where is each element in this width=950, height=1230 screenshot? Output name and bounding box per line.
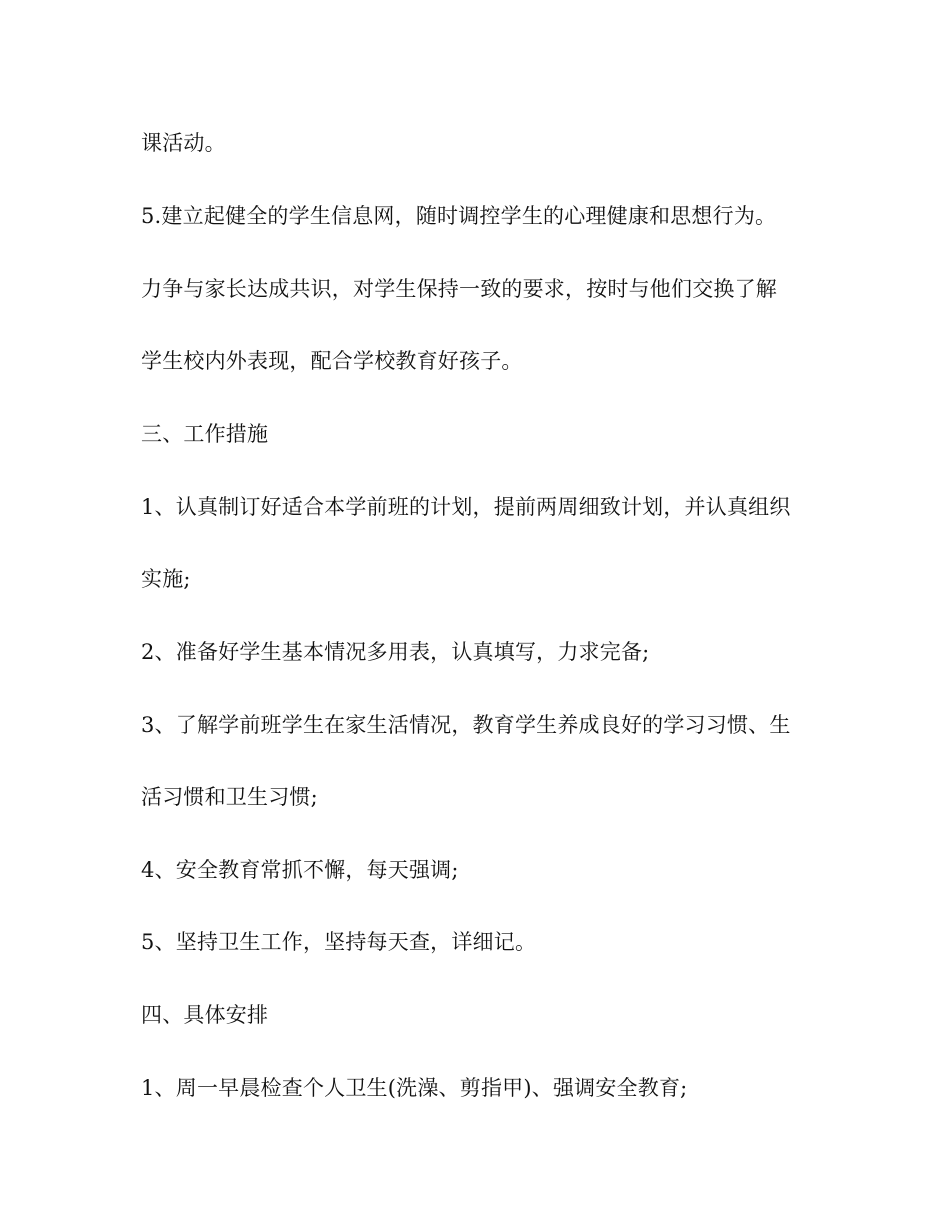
measure-item-5: 5、坚持卫生工作，坚持每天查，详细记。 — [141, 930, 537, 954]
section-heading-schedule: 四、具体安排 — [141, 1003, 269, 1027]
text-line-paragraph: 力争与家长达成共识，对学生保持一致的要求，按时与他们交换了解 — [141, 277, 777, 301]
schedule-item-1: 1、周一早晨检查个人卫生(洗澡、剪指甲)、强调安全教育; — [141, 1076, 688, 1100]
measure-item-3: 3、了解学前班学生在家生活情况，教育学生养成良好的学习习惯、生 — [141, 713, 791, 737]
text-line-item-5: 5.建立起健全的学生信息网，随时调控学生的心理健康和思想行为。 — [141, 204, 777, 228]
text-line-continuation: 课活动。 — [141, 131, 226, 155]
measure-item-1: 1、认真制订好适合本学前班的计划，提前两周细致计划，并认真组织 — [141, 495, 791, 519]
measure-item-1-cont: 实施; — [141, 567, 191, 591]
measure-item-3-cont: 活习惯和卫生习惯; — [141, 785, 318, 809]
section-heading-measures: 三、工作措施 — [141, 422, 269, 446]
measure-item-2: 2、准备好学生基本情况多用表，认真填写，力求完备; — [141, 640, 650, 664]
measure-item-4: 4、安全教育常抓不懈，每天强调; — [141, 858, 459, 882]
text-line-paragraph-cont: 学生校内外表现，配合学校教育好孩子。 — [141, 349, 523, 373]
